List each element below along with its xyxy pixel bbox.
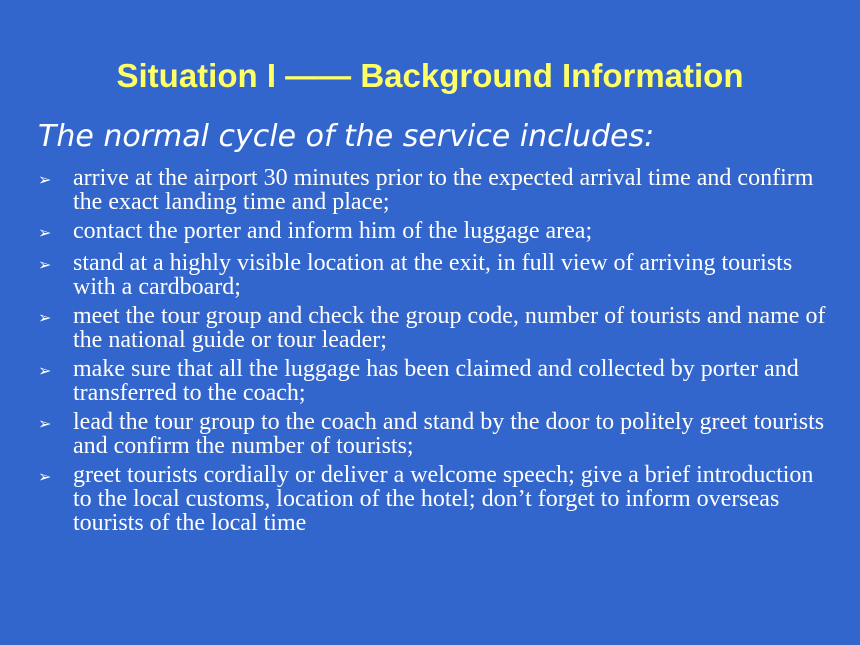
list-item — [38, 219, 838, 246]
arrow-bullet-icon: ➢ — [38, 467, 52, 486]
list-item — [38, 304, 838, 352]
arrow-bullet-icon: ➢ — [38, 414, 52, 433]
bullet-list — [38, 166, 838, 540]
list-item-text: make sure that all the luggage has been claimed and collected by porter and transferred to the coach; — [73, 356, 799, 406]
slide-subtitle: The normal cycle of the service includes: — [38, 119, 655, 154]
list-item-text: meet the tour group and check the group code, number of tourists and name of the national guide or tour leader; — [73, 303, 826, 353]
list-item — [38, 357, 838, 405]
arrow-bullet-icon: ➢ — [38, 361, 52, 380]
list-item-text: contact the porter and inform him of the luggage area; — [73, 218, 593, 244]
list-item-text: stand at a highly visible location at the exit, in full view of arriving tourists with a cardboard; — [73, 250, 793, 300]
list-item — [38, 463, 838, 535]
slide-title: Situation I —— Background Information — [116, 57, 744, 94]
list-item-text: arrive at the airport 30 minutes prior to the expected arrival time and confirm the exact landing time and place; — [73, 165, 814, 215]
list-item-text: greet tourists cordially or deliver a welcome speech; give a brief introduction to the local customs, location of the hotel; don’t forget to inform overseas tourists of the local time — [73, 462, 814, 536]
arrow-bullet-icon: ➢ — [38, 170, 52, 189]
arrow-bullet-icon: ➢ — [38, 223, 52, 242]
arrow-bullet-icon: ➢ — [38, 255, 52, 274]
list-item — [38, 166, 838, 214]
list-item — [38, 410, 838, 458]
list-item — [38, 251, 838, 299]
arrow-bullet-icon: ➢ — [38, 308, 52, 327]
list-item-text: lead the tour group to the coach and stand by the door to politely greet tourists and confirm the number of tourists; — [73, 409, 825, 459]
